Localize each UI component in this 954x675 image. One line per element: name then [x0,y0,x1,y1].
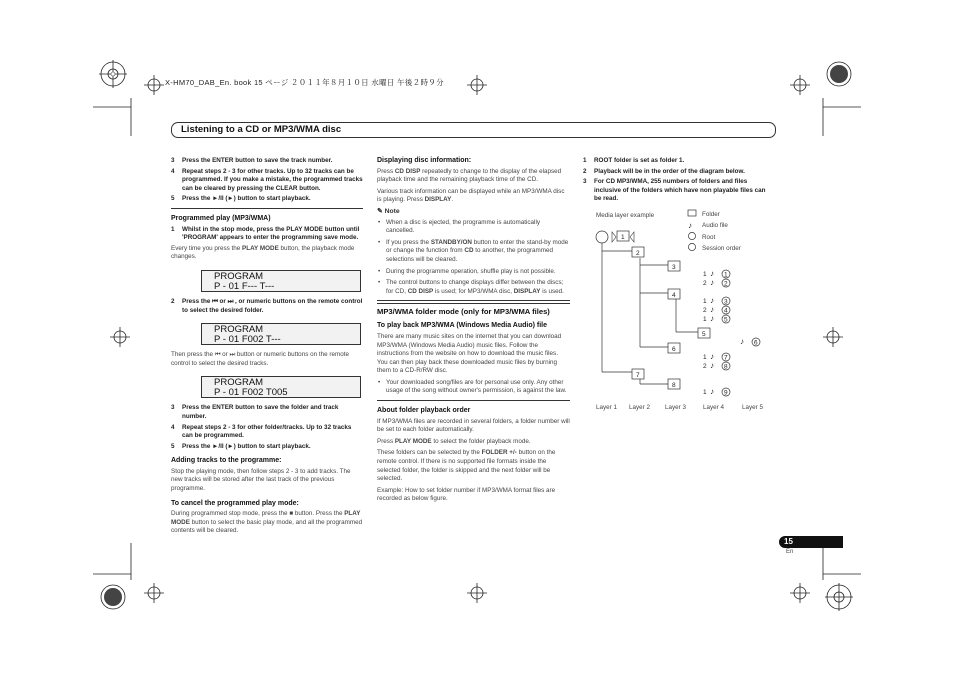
paragraph: Various track information can be displayed while an MP3/WMA disc is playing. Press DISPLAY. [377,187,565,204]
folders [632,247,710,389]
paragraph: Stop the playing mode, then follow steps 2 - 3 to add tracks. The new tracks will be stored after the last track of the previous programme. [171,467,351,493]
note-heading: ✎ Note [377,207,400,215]
note-item: • The control buttons to change displays differ between the discs; for CD, CD DISP is used; for MP3/WMA disc, DISPLAY is used. [377,279,570,296]
heading-display-info: Displaying disc information: [377,157,472,164]
step-item: 3 Press the ENTER button to save the track number. [171,157,333,164]
page-number: 15 [784,537,793,546]
step-item: 3 For CD MP3/WMA, 255 numbers of folders and files inclusive of the folders which have non playable files can be read. [583,178,766,203]
paragraph: If MP3/WMA files are recorded in several folders, a folder number will be set to each folder automatically. [377,417,570,434]
step-item: 2 Playback will be in the order of the diagram below. [583,167,745,175]
step-item: 1 ROOT folder is set as folder 1. [583,157,685,164]
note-item: • When a disc is ejected, the programme is automatically cancelled. [377,219,570,236]
audio-files [703,269,760,397]
folder-number: 7 [636,372,640,379]
heading-folder-mode: MP3/WMA folder mode (only for MP3/WMA files) [377,307,550,317]
step-item: 4 Repeat steps 2 - 3 for other tracks. Up to 32 tracks can be programmed. If you make a mistake, the programmed tracks can be cleared by pressing the CLEAR button. [171,167,363,192]
paragraph: Every time you press the PLAY MODE button, the playback mode changes. [171,244,355,261]
steps-a [171,157,363,204]
file-info-header: X-HM70_DAB_En. book 15 ページ ２０１１年８月１０日 水曜日 午後２時９分 [165,78,444,87]
diagram-title: Media layer example [596,212,655,219]
page-number-badge [779,536,843,548]
divider [171,208,363,209]
stop-icon: ■ [289,510,294,518]
svg-text:♪: ♪ [710,269,714,278]
folder-number: 5 [702,331,706,338]
step-item: 5 Press the ►/II (►) button to start playback. [171,442,311,450]
legend-root: Root [702,234,716,241]
folder-number: 1 [621,234,625,241]
double-divider [377,300,570,304]
bullet-item: • Your downloaded song/files are for personal use only. Any other usage of the song without owner's permission, is against the law. [377,379,570,396]
paragraph: During programmed stop mode, press the ■ button. Press the PLAY MODE button to select the basic play mode, and all the programmed contents will be cleared. [171,510,363,535]
svg-text:♪: ♪ [710,296,714,305]
note-item: • During the programme operation, shuffle play is not possible. [377,268,570,277]
heading-cancel-program: To cancel the programmed play mode: [171,499,299,507]
svg-text:8: 8 [724,363,728,371]
svg-text:♪: ♪ [710,305,714,314]
root-icon [688,232,695,239]
folder-number: 4 [672,292,676,299]
lcd-display-3: PROGRAM P - 01 F002 T005 [201,376,361,398]
note-item: • If you press the STANDBY/ON button to enter the stand-by mode or change the function from CD to another, the programmed selections will be cleared. [377,239,570,265]
media-layer-diagram [590,204,775,416]
paragraph: Press PLAY MODE to select the folder playback mode. [377,437,531,445]
svg-text:♪: ♪ [710,387,714,396]
step-item: 5 Press the ►/II (►) button to start playback. [171,195,311,203]
folder-number: 2 [636,250,640,257]
heading-to-play: To play back MP3/WMA (Windows Media Audio) file [377,322,548,330]
heading-adding-tracks: Adding tracks to the programme: [171,457,282,465]
svg-text:Layer 3: Layer 3 [665,404,687,411]
svg-text:Layer 4: Layer 4 [703,404,725,411]
svg-text:♪: ♪ [710,278,714,287]
svg-text:3: 3 [724,298,728,306]
heading-programmed-play: Programmed play (MP3/WMA) [171,214,271,222]
svg-text:2: 2 [703,307,707,314]
svg-text:4: 4 [724,307,728,315]
audio-file-icon: ♪ [688,221,692,230]
svg-text:6: 6 [754,339,758,347]
svg-text:1: 1 [724,271,728,279]
step-item: 2 Press the ⏮ or ⏭ , or numeric buttons on the remote control to select the desired folder. [171,297,363,314]
svg-text:9: 9 [724,389,728,397]
svg-text:1: 1 [703,271,707,278]
svg-text:♪: ♪ [710,352,714,361]
next-icon: ⏭ [227,297,234,305]
svg-text:2: 2 [724,280,728,288]
paragraph: These folders can be selected by the FOLDER +/- button on the remote control. If there is no supported file formats inside the selected folder, the folder is skipped and the next folder will be selected. [377,449,556,483]
folder-number: 8 [672,382,676,389]
svg-text:Layer 5: Layer 5 [742,404,764,411]
folder-number: 3 [672,264,676,271]
svg-text:1: 1 [703,389,707,396]
step-item: 1 Whilst in the stop mode, press the PLAY MODE button until 'PROGRAM' appears to enter the programming save mode. [171,225,360,242]
pencil-icon: ✎ [377,207,383,215]
svg-text:1: 1 [703,298,707,305]
prev-icon: ⏮ [212,297,218,305]
svg-text:Layer 2: Layer 2 [629,404,651,411]
svg-text:1: 1 [703,316,707,323]
svg-text:1: 1 [703,354,707,361]
folder-number: 6 [672,346,676,353]
legend-session-order: Session order [702,245,741,252]
root-node [596,231,608,243]
paragraph: Press CD DISP repeatedly to change to the display of the elapsed playback time and the remaining playback time of the CD. [377,167,562,184]
svg-text:5: 5 [724,316,728,324]
column-2 [377,155,570,507]
divider [377,400,570,401]
paragraph: There are many music sites on the internet that you can download MP3/WMA (Windows Media Audio) music files. Follow the instructions from the website on how to download the music files. You can then play back these downloaded music files by burning them to a CD-R/RW disc. [377,332,562,375]
paragraph: Example: How to set folder number if MP3/WMA format files are recorded as below figure. [377,486,556,503]
legend-audio-file: Audio file [702,222,728,229]
svg-text:♪: ♪ [710,361,714,370]
svg-text:7: 7 [724,354,728,362]
step-item: 3 Press the ENTER button to save the folder and track number. [171,404,339,420]
paragraph: Then press the ⏮ or ⏭ button or numeric buttons on the remote control to select the desired tracks. [171,351,349,367]
section-title-bar [171,122,776,138]
svg-text:♪: ♪ [710,314,714,323]
session-order-icon [688,243,695,250]
lcd-display-2: PROGRAM P - 01 F002 T--- [201,323,361,345]
svg-text:♪: ♪ [740,337,744,346]
lcd-display-1: PROGRAM P - 01 F--- T--- [201,270,361,292]
folder-icon [688,210,696,216]
svg-text:2: 2 [703,280,707,287]
layer-labels [596,404,764,411]
svg-text:2: 2 [703,363,707,370]
column-3-steps [583,157,773,206]
language-label: En [786,549,794,555]
step-item: 4 Repeat steps 2 - 3 for other folder/tracks. Up to 32 tracks can be programmed. [171,423,352,440]
legend-folder: Folder [702,211,720,218]
column-1 [171,157,363,539]
section-title: Listening to a CD or MP3/WMA disc [181,124,342,135]
svg-text:Layer 1: Layer 1 [596,404,618,411]
heading-about-order: About folder playback order [377,407,471,415]
